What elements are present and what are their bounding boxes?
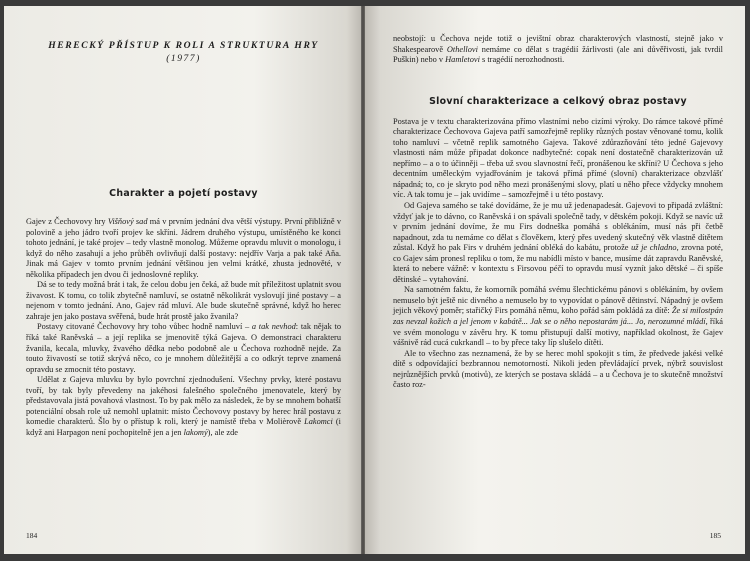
right-page-body-top [393, 34, 723, 66]
right-page-paragraph: Od Gajeva samého se také dovídáme, že je mu už jedenapadesát. Gajevovi to připadá zvláštní: vždyť jak je to dávno, co Raněvská i on spávali společně tady, v dětském pokoji. Když se navíc už v prvním jednání dovíme, že mu Firs dodneška pomáhá s oblékáním, musí nás při četbě napadnout, zda tu nemáme co dělat s člověkem, který přes uvedený skutečný věk vlastně dítětem zůstal. Když ho pak Firs v druhém jednání obléká do kabátu, protože už je chladno, zrovna poté, co Gajev sám pronesl repliku o tom, že mu nabídli místo v bance, musíme dát zapravdu Raněvské, která to nebere vážně: v kontextu s Firsovou péčí to opravdu musí vyznít jako dětské – či spíše dětinské – vytahování. [393, 201, 723, 284]
section-title-verbal-characterization: Slovní charakterizace a celkový obraz postavy [429, 95, 687, 107]
chapter-title: HERECKÝ PŘÍSTUP K ROLI A STRUKTURA HRY [48, 40, 319, 51]
right-page-paragraph: Postava je v textu charakterizována přímo vlastními nebo cizími výroky. Do rámce takové přímé charakterizace Čechovova Gajeva patří samozřejmě repliky různých postav věnované tomu, kolik toho namluví – včetně replik samotného Gajeva. Takové zdůrazňování této jedné Gajevovy vlastnosti nám může připadat dokonce nadbytečné: copak není dostatečně charakterizován už nepřímo – a o to účinněji – třeba už svou slavnostní řečí, pronášenou ke skříni? U Čechova s jeho decentním uměleckým vyjadřováním je taková přímá přímé (slovní) charakterizace obzvlášť nápadná; to, co je skryto pod něho mezi pronášenými slovy, platí u něho přece vždycky mnohem víc. A tak tomu je – jak uvidíme – samozřejmě i u této postavy. [393, 116, 723, 200]
section-title-character: Charakter a pojetí postavy [109, 188, 258, 199]
right-page-paragraph: Na samotném faktu, že komorník pomáhá svému šlechtickému pánovi s oblékáním, by ovšem nemuselo být ještě nic divného a nemuselo by to vypovídat o pánově dětinství. Nápadný je ovšem jejich věkový poměr; stařičký Firs pomáhá němu, koho pořád sám pokládá za dítě: Že si milostpán zas nevzal kožich a jel jenom v kabátě... Jak se o něho nepostarám já... Jo, nerozumné mládí, říká ve svém monologu v závěru hry. K tomu přistupují další motivy, například okolnost, že Gajev vášnivě rád cucá cukrkandl – to by přece taky líp slušelo dítěti. [393, 285, 723, 348]
left-page-body [26, 217, 341, 438]
right-page-body [393, 117, 723, 391]
page-number-left: 184 [26, 531, 38, 540]
left-page-paragraph: Dá se to tedy možná brát i tak, že celou dobu jen čeká, až bude mít příležitost uplatnit svou živavost. K tomu, co tolik zbytečně namluví, se ostatně několikrát vyslovují jiné postavy – a nejenom v tomto jednání. Ano, Gajev rád mluví. Ale bude skutečně správné, když ho herec zahraje jen jako postava svěřená, bude hrát prostě jako žvanila? [26, 280, 341, 321]
left-page-paragraph: Udělat z Gajeva mluvku by bylo povrchní zjednodušení. Všechny prvky, které postavu tvoří, by tak byly převedeny na jakéhosi falešného společného jmenovatele, který by představovala jistá povahová vlastnost. To by pak mělo za následek, že by se mnohem bohatší potenciální obsah role už nemohl uplatnit: místo Čechovovy postavy by herec hrál postavu z komedie charakterů. Šlo by o přístup k roli, který je namístě třeba v Molièrově Lakomci (i když ani Harpagon není pochopitelně jen a jen lakomý), ale zde [26, 375, 341, 437]
right-page-top-paragraph: neobstojí: u Čechova nejde totiž o jevištní obraz charakterových vlastností, stejně jako v Shakespearově Othellovi nemáme co dělat s tragédií žárlivosti (ale ani důvěřivosti, jak tvrdil Puškin) nebo v Hamletovi s tragédií nerozhodnosti. [393, 34, 723, 65]
left-page-paragraph: Gajev z Čechovovy hry Višňový sad má v prvním jednání dva větší výstupy. První přibližně v polovině a jeho jádro tvoří projev ke skříni. Jádrem druhého výstupu, umístěného ke konci tohoto jednání, je také projev – tedy vlastně monolog. Můžeme opravdu mluvit o monologu, i když do něho zasahují a jeho průběh ovlivňují další postavy: nejdřív Varja a pak také Aňa. Jinak má Gajev v tomto prvním jednání většinou jen velmi krátké, zhusta jednověté, v několika případech jen dvou či jednoslovné repliky. [26, 217, 341, 279]
chapter-year: (1977) [166, 53, 201, 64]
right-page [365, 6, 745, 554]
left-page [4, 6, 361, 554]
right-page-paragraph: Ale to všechno zas neznamená, že by se herec mohl spokojit s tím, že předvede jakési velké dítě s odpovídající bezbrannou nemotorností. Nikoli jeden převládající prvek, nýbrž souvislost nejrůznějších prvků (motivů), ze kterých se postava skládá – a u Čechova je to skutečně množství často roz- [393, 348, 723, 390]
page-number-right: 185 [709, 531, 721, 540]
left-page-paragraph: Postavy citované Čechovovy hry toho vůbec hodně namluví – a tak nevhod: tak nějak to říká také Raněvská – a její replika se jmenovitě týká Gajeva. O demonstraci charakteru žvanila, kecala, mluvky, žvavého dědka nebo podobně ale u Čechova rozhodně nejde. Za touto živavostí se totiž skrývá něco, co je mnohem důležitější a co odkrýt teprve znamená opravdu se zmocnit této postavy. [26, 322, 342, 374]
